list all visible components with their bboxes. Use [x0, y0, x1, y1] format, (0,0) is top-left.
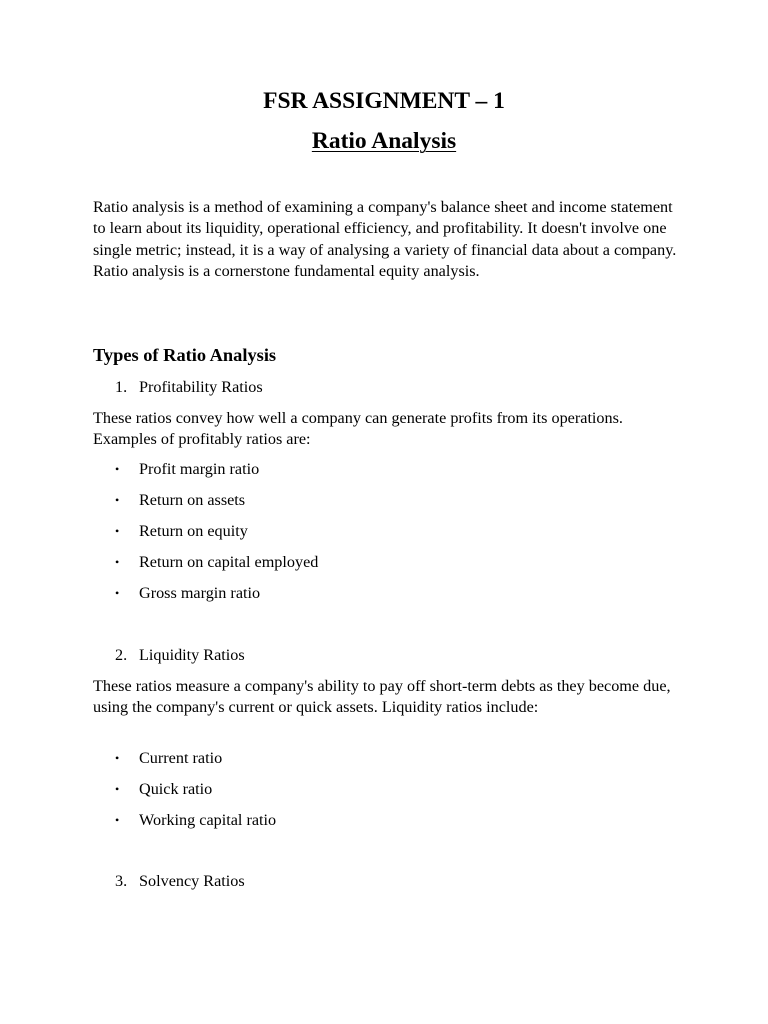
list-item: [115, 583, 260, 604]
numbered-item-profitability: [115, 377, 263, 398]
item-label: Profitability Ratios: [139, 378, 263, 396]
numbered-item-liquidity: [115, 645, 245, 666]
item-number: 3.: [115, 872, 128, 890]
bullet-glyph: •: [115, 493, 120, 507]
intro-paragraph: Ratio analysis is a method of examining a company's balance sheet and income statement to learn about its liquidity, operational efficiency, and profitability. It doesn't involve one single metric; instead, it is a way of analysing a variety of financial data about a company. Ratio analysis is a cornerstone fundamental equity analysis.: [93, 198, 677, 280]
list-item: [115, 748, 222, 769]
list-item: [115, 779, 212, 800]
list-item: [115, 552, 318, 573]
list-item: [115, 490, 245, 511]
bullet-glyph: •: [115, 813, 120, 827]
bullet-glyph: •: [115, 462, 120, 476]
numbered-item-solvency: [115, 871, 245, 892]
list-item: [115, 459, 259, 480]
item-label: Liquidity Ratios: [139, 646, 245, 664]
bullet-glyph: •: [115, 751, 120, 765]
document-subtitle: Ratio Analysis: [311, 128, 457, 154]
bullet-glyph: •: [115, 782, 120, 796]
list-item-text: Current ratio: [139, 749, 223, 767]
list-item: [115, 521, 248, 542]
item-number: 1.: [115, 378, 128, 396]
list-item-text: Return on assets: [139, 491, 246, 509]
list-item-text: Quick ratio: [139, 780, 213, 798]
list-item-text: Gross margin ratio: [139, 584, 261, 602]
liquidity-description: These ratios measure a company's ability to pay off short-term debts as they become due, using the company's current or quick assets. Liquidity ratios include:: [93, 677, 671, 717]
list-item: [115, 810, 276, 831]
bullet-glyph: •: [115, 586, 120, 600]
item-number: 2.: [115, 646, 128, 664]
bullet-glyph: •: [115, 555, 120, 569]
list-item-text: Profit margin ratio: [139, 460, 260, 478]
bullet-glyph: •: [115, 524, 120, 538]
section-heading: Types of Ratio Analysis: [93, 345, 277, 365]
profitability-description: These ratios convey how well a company can generate profits from its operations. Examples of profitably ratios are:: [93, 409, 623, 449]
list-item-text: Return on equity: [139, 522, 248, 540]
list-item-text: Working capital ratio: [139, 811, 277, 829]
document-title: FSR ASSIGNMENT – 1: [263, 88, 505, 114]
item-label: Solvency Ratios: [139, 872, 245, 890]
list-item-text: Return on capital employed: [139, 553, 319, 571]
